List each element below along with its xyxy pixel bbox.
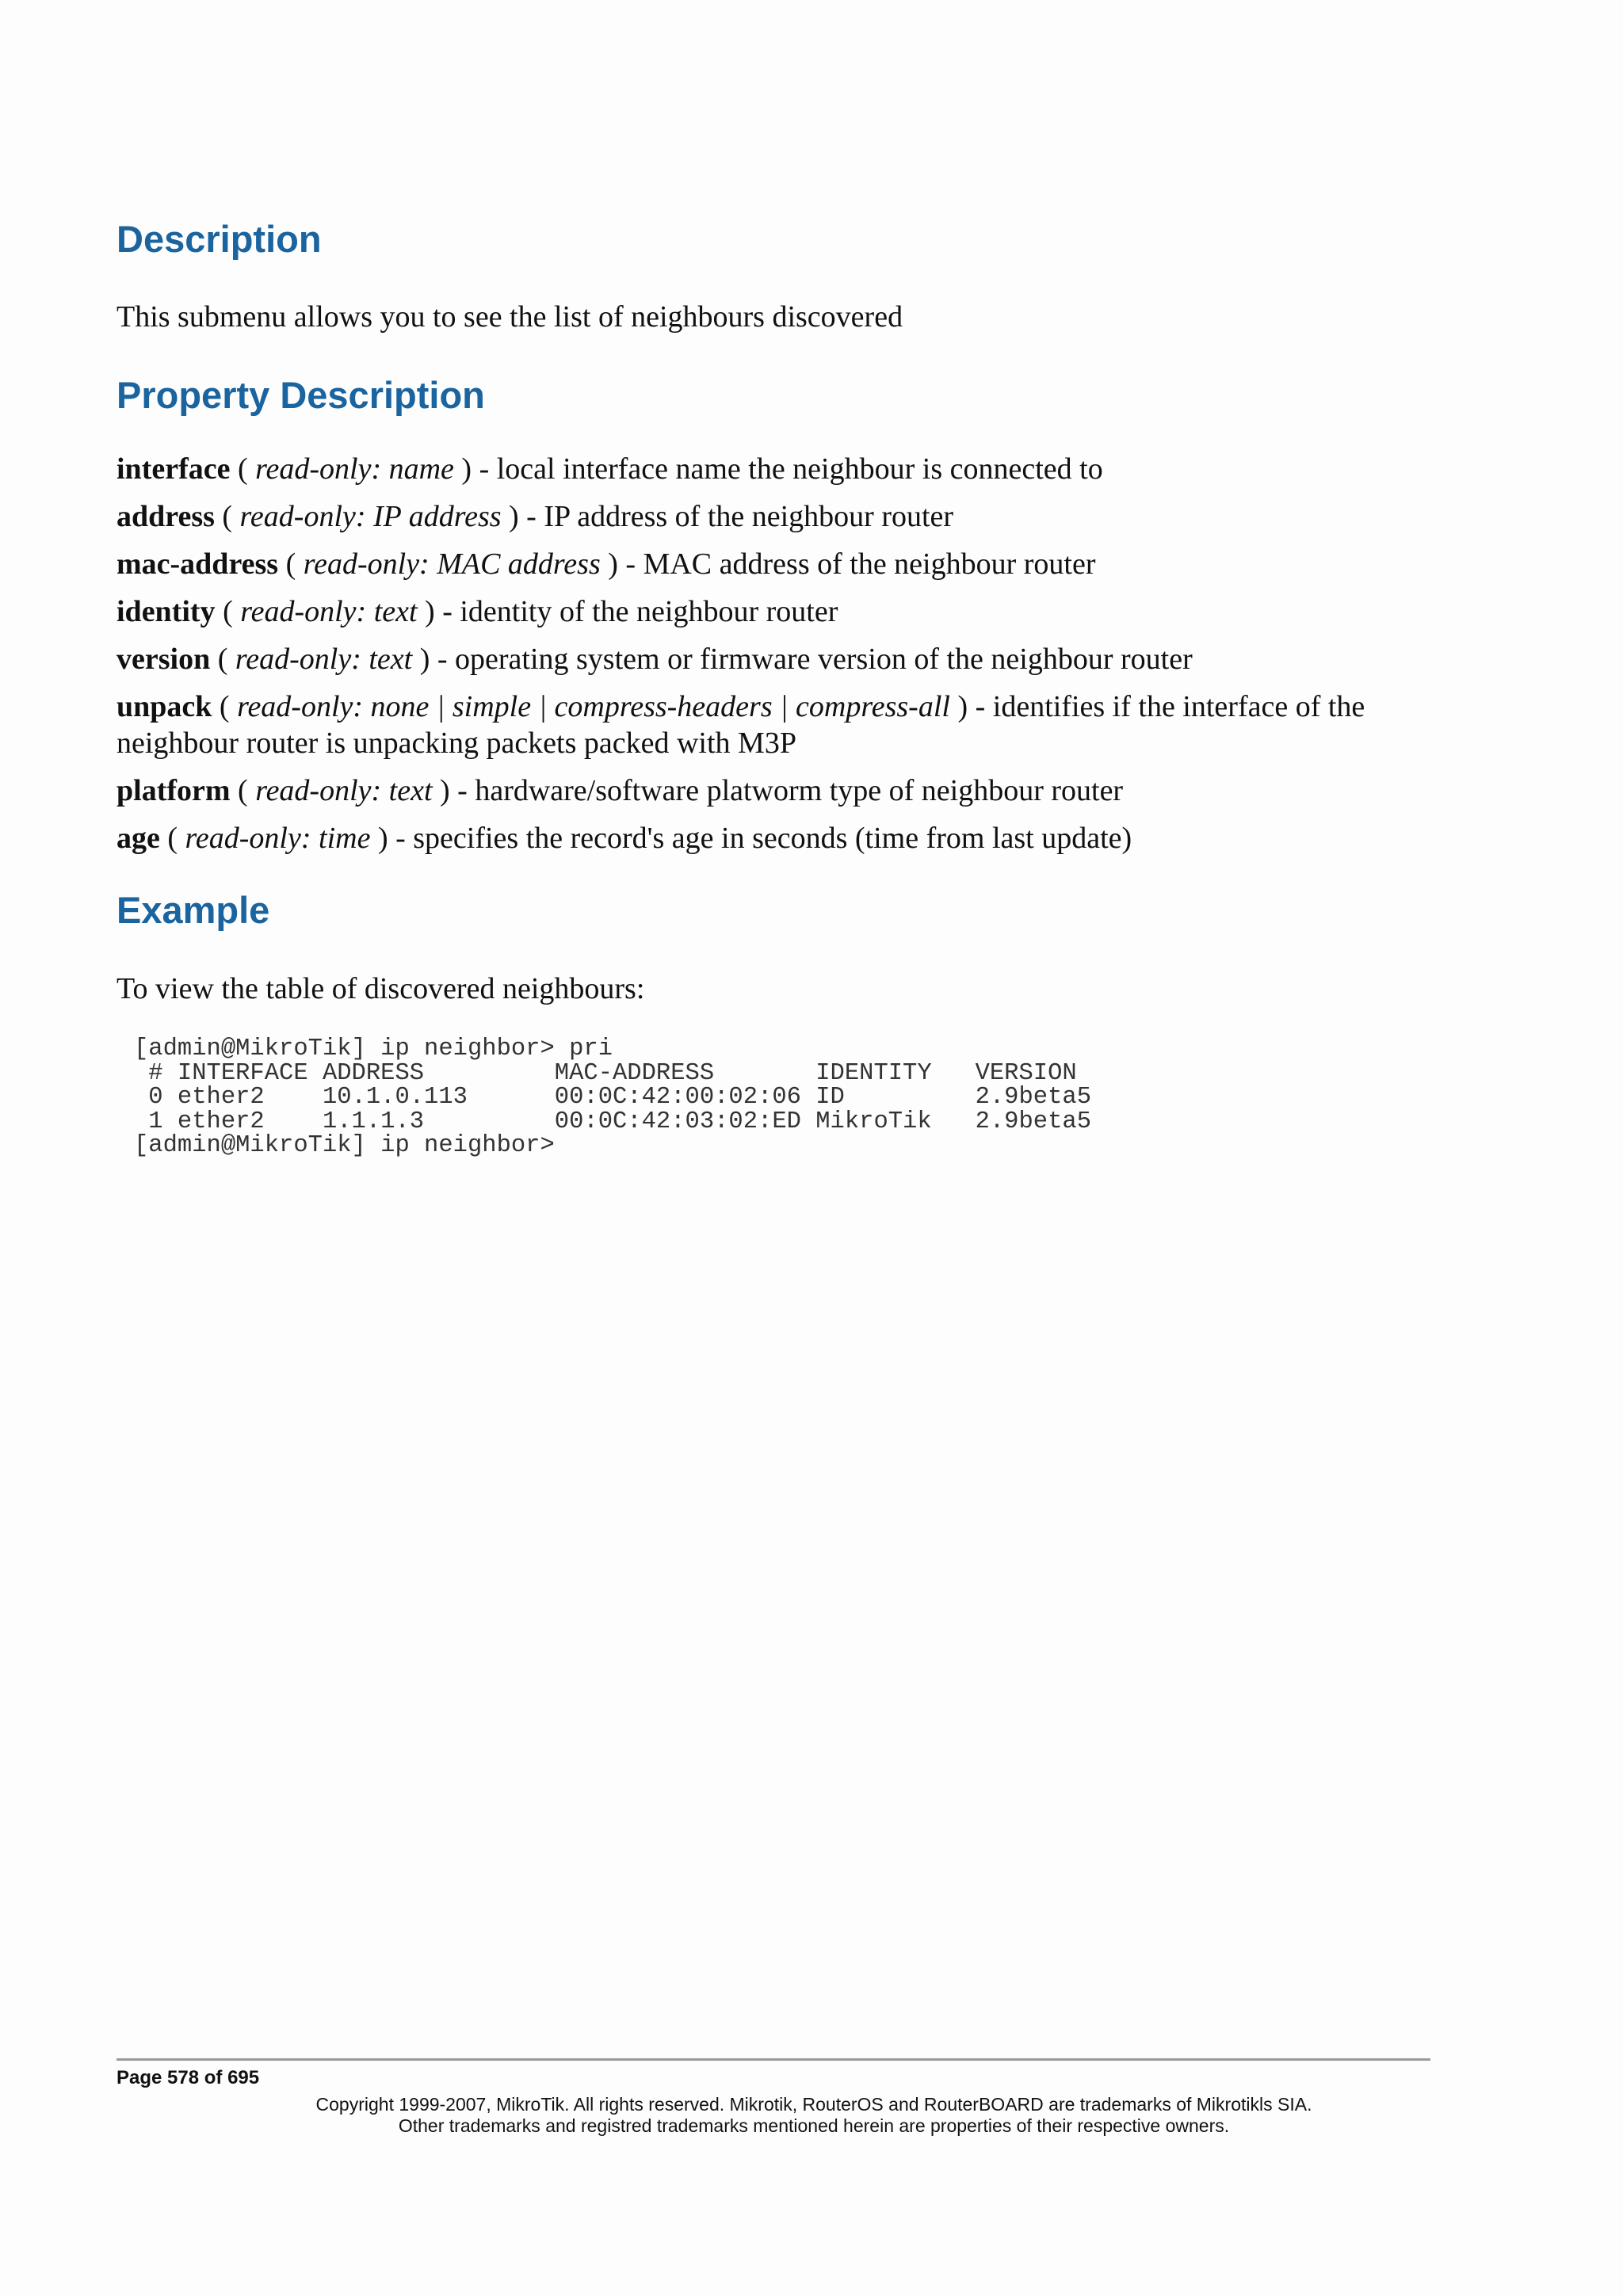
- property-desc: identifies if the interface of the neighbour router is unpacking packets packed with M3P: [116, 690, 1365, 760]
- property-type: read-only: none | simple | compress-headers | compress-all: [237, 690, 950, 723]
- property-item: identity ( read-only: text ) - identity of the neighbour router: [116, 595, 838, 628]
- copyright-line: Other trademarks and registred trademarks mentioned herein are properties of their respective owners.: [398, 2115, 1230, 2136]
- property-type: read-only: name: [255, 452, 454, 486]
- footer-copyright: [116, 2094, 1511, 2137]
- property-name: address: [116, 500, 215, 533]
- code-block: [134, 1037, 1091, 1158]
- property-desc: hardware/software platworm type of neighbour router: [475, 774, 1124, 807]
- property-type: read-only: time: [185, 822, 371, 855]
- property-item: address ( read-only: IP address ) - IP address of the neighbour router: [116, 500, 954, 533]
- property-item: unpack ( read-only: none | simple | compress-headers | compress-all ) - identifies if the interface of the neighbour router is unpacking packets packed with M3P: [116, 690, 1365, 760]
- code-line: [admin@MikroTik] ip neighbor> pri: [134, 1035, 613, 1062]
- property-name: identity: [116, 595, 216, 628]
- footer-divider: [116, 2058, 1430, 2061]
- property-name: interface: [116, 452, 231, 486]
- property-item: version ( read-only: text ) - operating system or firmware version of the neighbour router: [116, 643, 1193, 676]
- property-name: platform: [116, 774, 231, 807]
- example-heading: Example: [116, 889, 270, 931]
- property-desc: MAC address of the neighbour router: [643, 547, 1096, 581]
- property-name: age: [116, 822, 160, 855]
- copyright-line: Copyright 1999-2007, MikroTik. All rights reserved. Mikrotik, RouterOS and RouterBOARD are trademarks of Mikrotikls SIA.: [315, 2094, 1312, 2115]
- property-name: unpack: [116, 690, 212, 723]
- code-line: # INTERFACE ADDRESS MAC-ADDRESS IDENTITY VERSION: [134, 1059, 1077, 1087]
- description-heading: Description: [116, 218, 322, 260]
- property-item: age ( read-only: time ) - specifies the record's age in seconds (time from last update): [116, 822, 1132, 855]
- property-desc: IP address of the neighbour router: [544, 500, 954, 533]
- page-number: Page 578 of 695: [116, 2067, 260, 2088]
- property-item: platform ( read-only: text ) - hardware/software platworm type of neighbour router: [116, 774, 1124, 807]
- property-desc: identity of the neighbour router: [460, 595, 838, 628]
- property-type: read-only: text: [240, 595, 418, 628]
- code-line: 1 ether2 1.1.1.3 00:0C:42:03:02:ED MikroTik 2.9beta5: [134, 1108, 1091, 1135]
- code-line: 0 ether2 10.1.0.113 00:0C:42:00:02:06 ID 2.9beta5: [134, 1084, 1091, 1111]
- property-name: mac-address: [116, 547, 279, 581]
- property-description-heading: Property Description: [116, 374, 485, 416]
- property-desc: local interface name the neighbour is connected to: [496, 452, 1103, 486]
- property-type: read-only: IP address: [239, 500, 502, 533]
- description-text: This submenu allows you to see the list of neighbours discovered: [116, 300, 903, 334]
- property-type: read-only: text: [255, 774, 433, 807]
- property-item: interface ( read-only: name ) - local interface name the neighbour is connected to: [116, 452, 1103, 486]
- property-item: mac-address ( read-only: MAC address ) - MAC address of the neighbour router: [116, 547, 1096, 581]
- example-intro: To view the table of discovered neighbours:: [116, 972, 645, 1005]
- property-desc: specifies the record's age in seconds (time from last update): [413, 822, 1132, 855]
- property-type: read-only: MAC address: [303, 547, 601, 581]
- property-desc: operating system or firmware version of the neighbour router: [455, 643, 1193, 676]
- property-type: read-only: text: [235, 643, 413, 676]
- property-name: version: [116, 643, 211, 676]
- code-line: [admin@MikroTik] ip neighbor>: [134, 1132, 555, 1159]
